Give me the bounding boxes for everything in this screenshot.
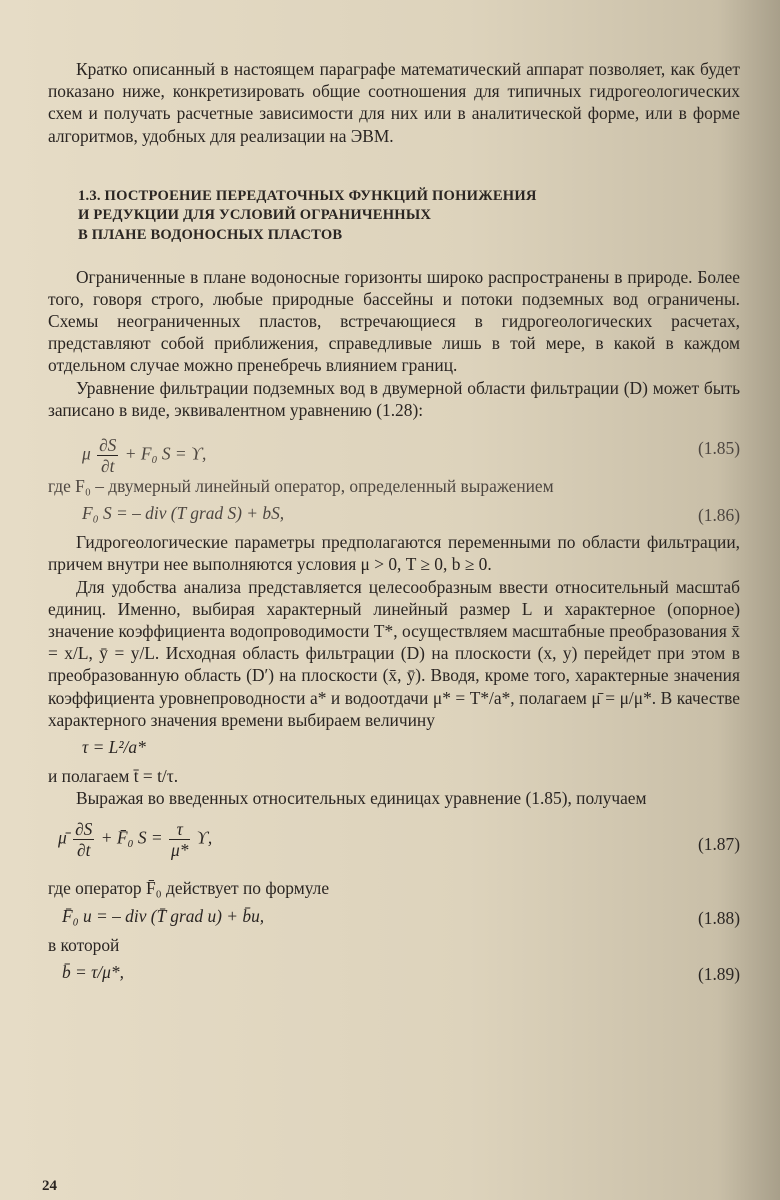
equation-number: (1.89) xyxy=(697,963,740,984)
equation-number: (1.85) xyxy=(697,438,740,459)
heading-line: И РЕДУКЦИИ ДЛЯ УСЛОВИЙ ОГРАНИЧЕННЫХ xyxy=(78,207,432,224)
equation-number: (1.87) xyxy=(697,834,740,855)
equation-expression: F̄₀ u = – div (T̄ grad u) + b̄u, xyxy=(62,905,265,926)
equation-1-87 xyxy=(48,815,740,871)
paragraph-in-which: в которой xyxy=(48,934,120,955)
page-content xyxy=(48,58,740,990)
paragraph-filtration-equation: Уравнение фильтрации подземных вод в двумерной области фильтрации (D) может быть записано в виде, эквивалентном уравнению (1.28): xyxy=(48,377,740,420)
fraction: $\frac{\partial S}{\partial t}$ xyxy=(75,819,93,861)
paragraph-scaling: Для удобства анализа представляется целесообразным ввести относительный масштаб единиц. Именно, выбирая характерный линейный размер L и характерное (опорное) значение коэффициента водопроводимости T*, осуществляем масштабные преобразования x̄ = x/L, ȳ = y/L. Исходная область фильтрации (D) на плоскости (x, y) перейдет при этом в преобразованную область (D′) на плоскости (x̄, ȳ). Вводя, кроме того, характерные значения коэффициента уровнепроводности a* и водоотдачи μ* = T*/a*, полагаем μ̄ = μ/μ*. В качестве характерного значения времени выбираем величину xyxy=(48,576,740,730)
equation-expression: b̄ = τ/μ*, xyxy=(62,961,124,982)
equation-number: (1.88) xyxy=(697,907,740,928)
paragraph-relative-units: Выражая во введенных относительных единицах уравнение (1.85), получаем xyxy=(76,788,647,809)
fraction: $\frac{\tau}{\mu*}$ xyxy=(170,819,189,861)
heading-line: В ПЛАНЕ ВОДОНОСНЫХ ПЛАСТОВ xyxy=(78,227,343,243)
equation-expression: F₀ S = – div (T grad S) + bS, xyxy=(82,503,285,524)
equation-1-89 xyxy=(48,958,740,988)
section-heading xyxy=(78,187,740,246)
paragraph-bounded-aquifers: Ограниченные в плане водоносные горизонты широко распространены в природе. Более того, говоря строго, любые природные бассейны и потоки подземных вод ограничены. Схемы неограниченных пластов, встречающиеся в гидрогеологических расчетах, представляют собой приближения, справедливые лишь в той мере, в какой в каждом отдельном случае можно пренебречь влиянием границ. xyxy=(48,266,740,376)
equation-tau xyxy=(48,733,740,763)
equation-1-88 xyxy=(48,902,740,932)
equation-number: (1.86) xyxy=(697,505,740,526)
paragraph-operator-formula: где оператор F̄₀ действует по формуле xyxy=(48,878,330,899)
fraction: $\frac{\partial S}{\partial t}$ xyxy=(99,435,117,477)
equation-expression: τ = L²/a* xyxy=(82,737,146,758)
equation-1-85 xyxy=(48,427,740,477)
equation-expression: μ̄ $\frac{\partial S}{\partial t}$ + F̄₀ S = $\frac{\tau}{\mu*}$ ϒ, xyxy=(58,819,213,861)
equation-expression: μ $\frac{\partial S}{\partial t}$ + F₀ S = ϒ, xyxy=(82,435,207,477)
intro-paragraph: Кратко описанный в настоящем параграфе математический аппарат позволяет, как будет показано ниже, конкретизировать общие соотношения для типичных гидрогеологических схем и получать расчетные зависимости для них или в аналитической форме, или в форме алгоритмов, удобных для реализации на ЭВМ. xyxy=(48,59,740,146)
heading-line: 1.3. ПОСТРОЕНИЕ ПЕРЕДАТОЧНЫХ ФУНКЦИЙ ПОНИЖЕНИЯ xyxy=(78,187,537,204)
paragraph-time-substitution: и полагаем t̄ = t/τ. xyxy=(48,766,179,787)
page-number: 24 xyxy=(42,1178,57,1194)
paragraph-parameters: Гидрогеологические параметры предполагаются переменными по области фильтрации, причем внутри нее выполняются условия μ > 0, T ≥ 0, b ≥ 0. xyxy=(48,532,740,575)
paragraph-operator-definition: где F₀ – двумерный линейный оператор, определенный выражением xyxy=(48,476,554,497)
equation-1-86 xyxy=(48,499,740,529)
